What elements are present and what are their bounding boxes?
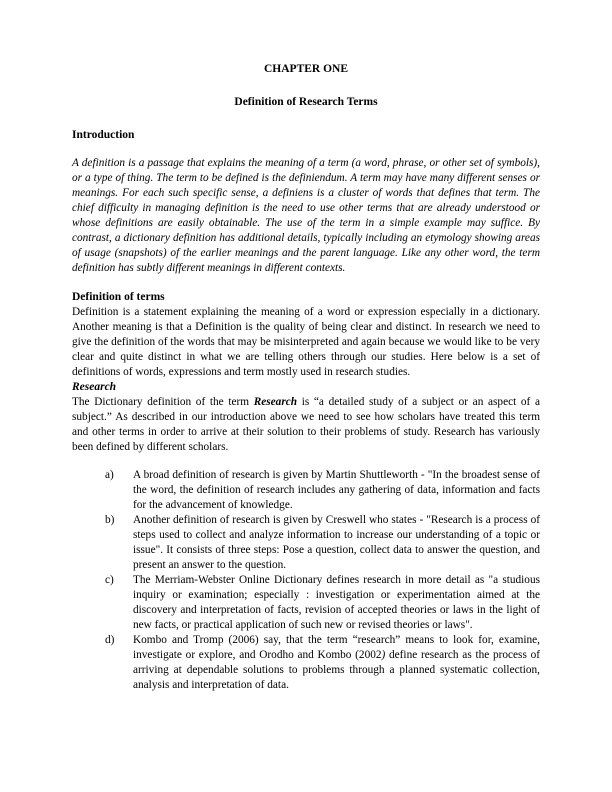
list-item-text-italic-paren: ) [381, 649, 386, 661]
document-content [72, 62, 540, 693]
subsection-heading-research: Research [72, 381, 117, 393]
list-item-text: A broad definition of research is given by Martin Shuttleworth - "In the broadest sense of the word, the definition of research includes any gathering of data, information and facts for the advancement of knowledge. [133, 469, 540, 511]
list-item-text-part-1: Kombo and Tromp (2006) say, that the term “research” means to look for, examine, investigate or explore, and Orodho and Kombo (2002 [133, 634, 540, 661]
research-paragraph [72, 395, 540, 455]
chapter-heading: CHAPTER ONE [263, 63, 349, 75]
spacer [72, 110, 540, 128]
spacer [72, 455, 540, 468]
spacer [72, 276, 540, 290]
list-item [72, 513, 540, 573]
list-item-marker: b) [105, 514, 115, 526]
section-heading-introduction: Introduction [72, 129, 135, 141]
list-item [72, 468, 540, 513]
list-item-text: Another definition of research is given by Creswell who states - "Research is a process of steps used to collect and analyze information to increase our understanding of a topic or issue". It consists of three steps: Pose a question, collect data to answer the question, and present an answer to the question. [133, 514, 540, 571]
research-paragraph-tail: is “a detailed study of a subject or an aspect of a subject.” As described in our introduction above we need to see how scholars have treated this term and other terms in order to arrive at their solution to their problems of study. Research has variously been defined by different scholars. [72, 396, 540, 453]
list-item [72, 573, 540, 633]
document-title: Definition of Research Terms [234, 96, 378, 108]
list-item [72, 633, 540, 693]
section-heading-definition-of-terms: Definition of terms [72, 291, 165, 303]
definitions-list [72, 468, 540, 693]
list-item-text: The Merriam-Webster Online Dictionary defines research in more detail as "a studious inquiry or examination; especially : investigation or experimentation aimed at the discovery and interpretation of facts, revision of accepted theories or laws in the light of new facts, or practical application of such new or revised theories or laws". [133, 574, 540, 631]
introduction-paragraph: A definition is a passage that explains the meaning of a term (a word, phrase, or other set of symbols), or a type of thing. The term to be defined is the definiendum. A term may have many different senses or meanings. For each such specific sense, a definiens is a cluster of words that defines that term. The chief difficulty in managing definition is the need to use other terms that are already understood or whose definitions are easily obtainable. The use of the term in a simple example may suffice. By contrast, a dictionary definition has additional details, typically including an etymology showing areas of usage (snapshots) of the earlier meanings and the parent language. Like any other word, the term definition has subtly different meanings in different contexts. [72, 157, 540, 274]
list-item-text-part-2: define research as the process of arriving at dependable solutions to problems through a planned systematic collection, analysis and interpretation of data. [133, 649, 540, 691]
spacer [72, 143, 540, 156]
research-term-emphasis: Research [253, 396, 298, 408]
definition-of-terms-paragraph: Definition is a statement explaining the meaning of a word or expression especially in a dictionary. Another meaning is that a Definition is the quality of being clear and distinct. In research we need to give the definition of the words that may be misinterpreted and again because we would like to be very clear and quite distinct in what we are telling others through our studies. Here below is a set of definitions of words, expressions and term mostly used in research studies. [72, 306, 540, 378]
research-paragraph-lead: The Dictionary definition of the term [72, 396, 254, 408]
list-item-marker: a) [105, 469, 114, 481]
spacer [72, 77, 540, 95]
list-item-marker: d) [105, 634, 115, 646]
list-item-marker: c) [105, 574, 114, 586]
